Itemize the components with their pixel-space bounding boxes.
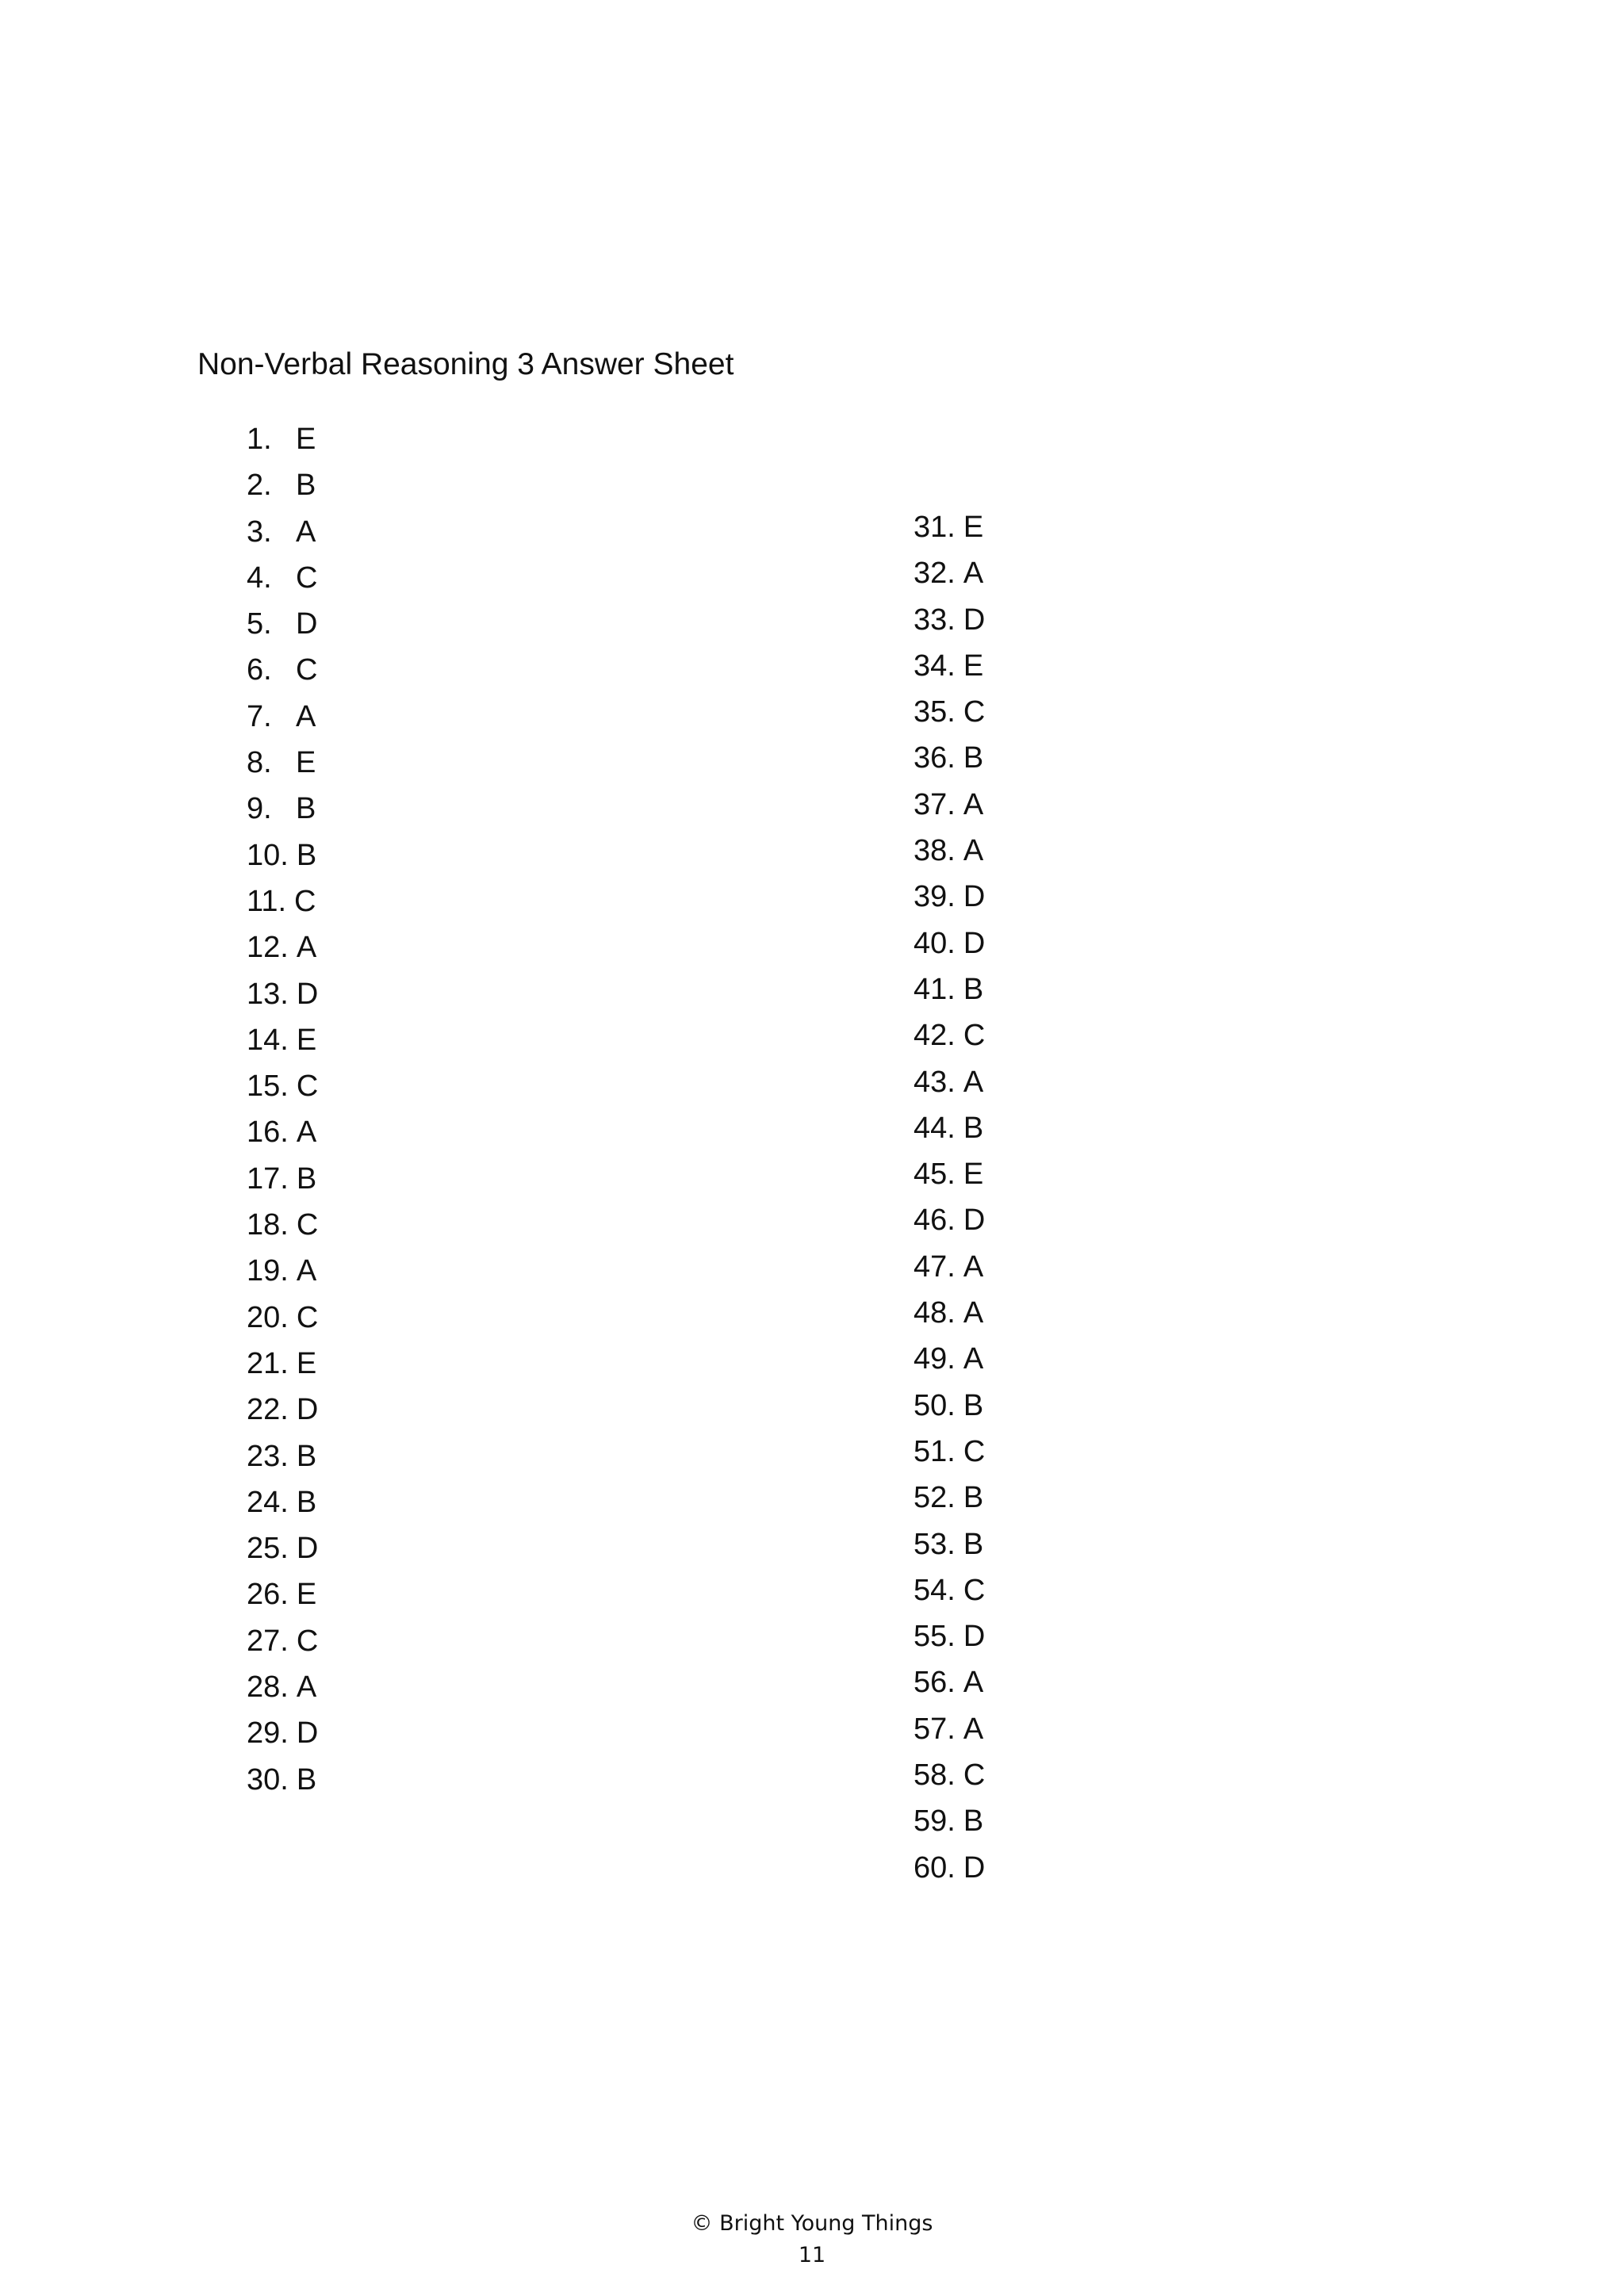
answer-item bbox=[914, 1383, 985, 1429]
question-number: 40. bbox=[914, 926, 956, 960]
answer-letter: E bbox=[963, 511, 984, 544]
answer-item bbox=[247, 694, 318, 740]
answer-letter: C bbox=[296, 1208, 319, 1242]
question-number: 28. bbox=[247, 1670, 289, 1705]
question-number: 57. bbox=[914, 1712, 956, 1746]
answer-item bbox=[914, 1659, 985, 1705]
question-number: 7. bbox=[247, 699, 272, 733]
question-number: 16. bbox=[247, 1115, 289, 1150]
answer-item bbox=[914, 1105, 985, 1151]
answer-letter: A bbox=[963, 1342, 984, 1376]
question-number: 31. bbox=[914, 511, 956, 544]
question-number: 3. bbox=[247, 515, 272, 549]
answer-letter: B bbox=[963, 1481, 984, 1515]
answer-letter: A bbox=[296, 515, 316, 549]
question-number: 56. bbox=[914, 1666, 956, 1700]
answer-item bbox=[247, 509, 318, 555]
answer-letter: B bbox=[963, 1804, 984, 1839]
answer-item bbox=[914, 1567, 985, 1613]
question-number: 38. bbox=[914, 834, 956, 868]
answer-item bbox=[914, 1521, 985, 1567]
answer-item bbox=[247, 1479, 318, 1525]
answer-letter: E bbox=[296, 1346, 317, 1380]
answer-item bbox=[914, 966, 985, 1012]
answer-letter: A bbox=[963, 557, 984, 591]
page-title: Non-Verbal Reasoning 3 Answer Sheet bbox=[197, 347, 734, 381]
answer-letter: E bbox=[963, 649, 984, 683]
answer-item bbox=[914, 550, 985, 596]
question-number: 19. bbox=[247, 1254, 289, 1288]
answer-item bbox=[247, 1571, 318, 1617]
answer-item bbox=[247, 1017, 318, 1063]
answer-item bbox=[247, 1202, 318, 1248]
answer-item bbox=[247, 1063, 318, 1109]
answer-item bbox=[914, 920, 985, 966]
answer-letter: C bbox=[963, 695, 986, 729]
answer-item bbox=[247, 878, 318, 924]
answer-item bbox=[247, 1295, 318, 1341]
answer-letter: B bbox=[963, 741, 984, 775]
answer-letter: C bbox=[963, 1019, 986, 1053]
answer-letter: C bbox=[296, 653, 318, 687]
question-number: 27. bbox=[247, 1624, 289, 1658]
answer-letter: C bbox=[296, 1624, 319, 1658]
answer-letter: E bbox=[963, 1158, 984, 1192]
answer-letter: B bbox=[963, 1388, 984, 1422]
answer-item bbox=[247, 647, 318, 693]
answer-letter: C bbox=[294, 884, 316, 918]
question-number: 15. bbox=[247, 1070, 289, 1104]
answer-item bbox=[914, 504, 985, 550]
answer-item bbox=[247, 1757, 318, 1803]
question-number: 46. bbox=[914, 1203, 956, 1238]
question-number: 41. bbox=[914, 972, 956, 1006]
answer-item bbox=[914, 1244, 985, 1290]
answer-letter: A bbox=[963, 1666, 984, 1700]
answer-letter: B bbox=[296, 1439, 317, 1473]
answer-letter: A bbox=[296, 931, 317, 965]
answer-letter: B bbox=[963, 972, 984, 1006]
answer-list-right bbox=[914, 504, 985, 1891]
page-number: 11 bbox=[798, 2243, 826, 2267]
answer-item bbox=[247, 832, 318, 878]
answer-item bbox=[247, 462, 318, 508]
answer-letter: B bbox=[963, 1527, 984, 1561]
question-number: 25. bbox=[247, 1532, 289, 1566]
answer-letter: D bbox=[296, 1716, 319, 1751]
question-number: 59. bbox=[914, 1804, 956, 1839]
answer-list-left bbox=[247, 416, 318, 1803]
answer-item bbox=[914, 1012, 985, 1058]
answer-item bbox=[914, 1752, 985, 1798]
answer-item bbox=[914, 1336, 985, 1382]
copyright-notice: © Bright Young Things bbox=[691, 2211, 933, 2236]
answer-letter: B bbox=[296, 469, 316, 503]
question-number: 21. bbox=[247, 1346, 289, 1380]
answer-item bbox=[914, 1475, 985, 1521]
answer-item bbox=[914, 782, 985, 828]
answer-item bbox=[247, 924, 318, 970]
answer-letter: D bbox=[963, 1203, 986, 1238]
answer-letter: B bbox=[963, 1111, 984, 1145]
answer-item bbox=[247, 1109, 318, 1155]
answer-item bbox=[247, 1525, 318, 1571]
answer-letter: D bbox=[963, 880, 986, 914]
answer-letter: C bbox=[963, 1434, 986, 1468]
question-number: 24. bbox=[247, 1485, 289, 1519]
question-number: 58. bbox=[914, 1758, 956, 1793]
question-number: 20. bbox=[247, 1300, 289, 1334]
answer-item bbox=[247, 1433, 318, 1479]
answer-item bbox=[914, 828, 985, 874]
page-footer bbox=[0, 2208, 1624, 2271]
question-number: 23. bbox=[247, 1439, 289, 1473]
question-number: 32. bbox=[914, 557, 956, 591]
answer-letter: A bbox=[963, 1712, 984, 1746]
question-number: 35. bbox=[914, 695, 956, 729]
answer-item bbox=[914, 1706, 985, 1752]
answer-item bbox=[914, 1290, 985, 1336]
answer-item bbox=[914, 1429, 985, 1475]
answer-letter: A bbox=[963, 834, 984, 868]
question-number: 13. bbox=[247, 977, 289, 1011]
question-number: 2. bbox=[247, 469, 272, 503]
answer-letter: D bbox=[296, 607, 318, 641]
question-number: 22. bbox=[247, 1393, 289, 1427]
answer-item bbox=[247, 1710, 318, 1756]
answer-letter: D bbox=[963, 1850, 986, 1885]
question-number: 45. bbox=[914, 1158, 956, 1192]
question-number: 47. bbox=[914, 1249, 956, 1284]
answer-letter: D bbox=[296, 977, 319, 1011]
answer-letter: D bbox=[296, 1393, 319, 1427]
answer-item bbox=[914, 735, 985, 781]
question-number: 36. bbox=[914, 741, 956, 775]
answer-item bbox=[914, 1151, 985, 1197]
question-number: 30. bbox=[247, 1762, 289, 1797]
question-number: 18. bbox=[247, 1208, 289, 1242]
answer-letter: C bbox=[963, 1758, 986, 1793]
answer-letter: D bbox=[963, 603, 986, 637]
answer-letter: D bbox=[963, 926, 986, 960]
answer-item bbox=[247, 971, 318, 1017]
answer-letter: A bbox=[296, 1254, 317, 1288]
answer-letter: B bbox=[296, 1161, 317, 1196]
answer-letter: B bbox=[296, 838, 317, 872]
answer-item bbox=[247, 1387, 318, 1433]
answer-letter: E bbox=[296, 1023, 317, 1057]
answer-item bbox=[914, 689, 985, 735]
question-number: 34. bbox=[914, 649, 956, 683]
answer-letter: A bbox=[963, 787, 984, 821]
answer-item bbox=[247, 416, 318, 462]
question-number: 49. bbox=[914, 1342, 956, 1376]
answer-item bbox=[914, 1613, 985, 1659]
answer-letter: C bbox=[963, 1573, 986, 1607]
question-number: 60. bbox=[914, 1850, 956, 1885]
answer-item bbox=[914, 1059, 985, 1105]
question-number: 11. bbox=[247, 884, 287, 918]
answer-letter: B bbox=[296, 792, 316, 826]
answer-item bbox=[914, 1197, 985, 1243]
question-number: 54. bbox=[914, 1573, 956, 1607]
question-number: 50. bbox=[914, 1388, 956, 1422]
question-number: 51. bbox=[914, 1434, 956, 1468]
answer-letter: A bbox=[296, 699, 316, 733]
answer-letter: D bbox=[296, 1532, 319, 1566]
answer-item bbox=[914, 1845, 985, 1891]
question-number: 52. bbox=[914, 1481, 956, 1515]
answer-letter: A bbox=[296, 1115, 317, 1150]
question-number: 29. bbox=[247, 1716, 289, 1751]
answer-item bbox=[247, 555, 318, 601]
question-number: 44. bbox=[914, 1111, 956, 1145]
question-number: 26. bbox=[247, 1578, 289, 1612]
question-number: 17. bbox=[247, 1161, 289, 1196]
question-number: 1. bbox=[247, 423, 272, 456]
answer-letter: A bbox=[963, 1249, 984, 1284]
answer-letter: A bbox=[296, 1670, 317, 1705]
answer-item bbox=[247, 1156, 318, 1202]
answer-item bbox=[247, 1248, 318, 1294]
answer-letter: E bbox=[296, 746, 316, 780]
answer-item bbox=[247, 740, 318, 786]
answer-item bbox=[247, 601, 318, 647]
answer-item bbox=[914, 1798, 985, 1844]
answer-letter: A bbox=[963, 1065, 984, 1099]
answer-item bbox=[914, 597, 985, 643]
answer-item bbox=[247, 786, 318, 832]
question-number: 9. bbox=[247, 792, 272, 826]
question-number: 4. bbox=[247, 561, 272, 595]
answer-letter: B bbox=[296, 1762, 317, 1797]
question-number: 10. bbox=[247, 838, 289, 872]
question-number: 48. bbox=[914, 1296, 956, 1330]
question-number: 14. bbox=[247, 1023, 289, 1057]
question-number: 33. bbox=[914, 603, 956, 637]
answer-item bbox=[914, 874, 985, 920]
answer-letter: C bbox=[296, 1300, 319, 1334]
question-number: 43. bbox=[914, 1065, 956, 1099]
answer-item bbox=[247, 1341, 318, 1387]
question-number: 12. bbox=[247, 931, 289, 965]
question-number: 37. bbox=[914, 787, 956, 821]
answer-letter: D bbox=[963, 1620, 986, 1654]
question-number: 6. bbox=[247, 653, 272, 687]
question-number: 42. bbox=[914, 1019, 956, 1053]
answer-item bbox=[914, 643, 985, 689]
answer-item bbox=[247, 1664, 318, 1710]
answer-letter: B bbox=[296, 1485, 317, 1519]
answer-letter: E bbox=[296, 1578, 317, 1612]
question-number: 5. bbox=[247, 607, 272, 641]
answer-letter: A bbox=[963, 1296, 984, 1330]
question-number: 39. bbox=[914, 880, 956, 914]
answer-letter: C bbox=[296, 561, 318, 595]
question-number: 55. bbox=[914, 1620, 956, 1654]
question-number: 8. bbox=[247, 746, 272, 780]
answer-item bbox=[247, 1618, 318, 1664]
question-number: 53. bbox=[914, 1527, 956, 1561]
answer-letter: C bbox=[296, 1070, 319, 1104]
answer-letter: E bbox=[296, 423, 316, 456]
